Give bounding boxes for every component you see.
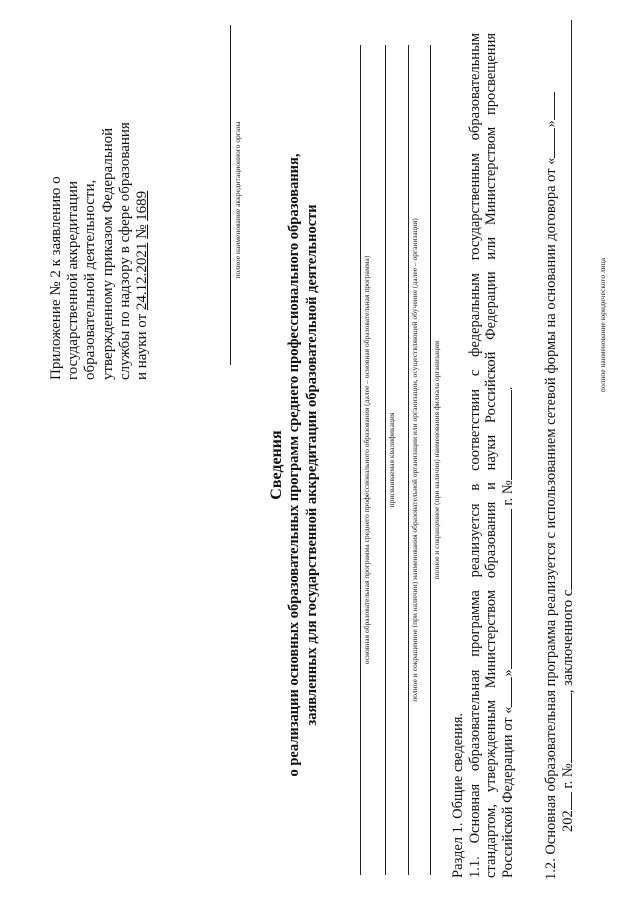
paragraph-1-1-line-2: стандартом, утвержденным Министерством образования и науки Российской Федерации или Министерством просвещения: [483, 33, 499, 878]
standard-period: .: [499, 386, 516, 391]
paragraph-1-1-line-1: 1.1. Основная образовательная программа реализуется в соответствии с федеральным государственным образовательным: [466, 33, 483, 878]
authority-blank-line: [230, 25, 231, 365]
appendix-line: образовательной деятельности,: [82, 179, 99, 380]
appendix-line: службы по надзору в сфере образования: [116, 122, 133, 380]
contract-month-blank: [554, 92, 555, 120]
qualification-blank-line: [385, 45, 386, 875]
paragraph-1-2-line-1: [543, 30, 560, 880]
contract-party-blank: [571, 20, 572, 590]
program-caption: основная образовательная программа среднего профессионального образования (далее – основная образовательная программа): [362, 255, 371, 665]
section-1-heading: Раздел 1. Общие сведения.: [450, 712, 466, 878]
appendix-date: 24.12.2021: [134, 242, 151, 311]
organization-blank-line: [408, 45, 409, 875]
section-1: [450, 33, 516, 878]
appendix-date-prefix: и науки от: [134, 313, 151, 380]
document-title: [268, 50, 321, 880]
standard-date-prefix: Российской Федерации от «: [499, 706, 516, 878]
contract-day-close-quote: »: [543, 120, 559, 128]
standard-day-blank: [511, 677, 512, 707]
contract-number-blank: [571, 693, 572, 763]
contract-year-blank: [571, 792, 572, 810]
appendix-line: государственной аккредитации: [65, 181, 82, 380]
standard-number-prefix: г. №: [499, 480, 516, 506]
legal-entity-caption: полное наименование юридического лица: [598, 257, 607, 393]
contract-year-prefix: 202: [559, 810, 576, 832]
appendix-number-sign: №: [134, 224, 151, 239]
contract-day-blank: [554, 128, 555, 158]
authority-caption: полное наименование аккредитационного органа: [233, 121, 242, 279]
paragraph-1-2-line-2: [560, 30, 577, 880]
paragraph-1-2: [543, 30, 576, 880]
standard-day-close-quote: »: [499, 669, 516, 677]
branch-blank-line: [430, 45, 431, 875]
appendix-line: утвержденному приказом Федеральной: [99, 127, 116, 380]
contract-number-prefix: г. №: [559, 763, 576, 789]
branch-caption: полное и сокращенное (при наличии) наименования филиала организации: [432, 340, 441, 580]
qualification-caption: присваиваемая квалификация: [387, 412, 396, 508]
title-main: Сведения: [268, 430, 285, 500]
standard-month-blank: [511, 509, 512, 669]
contract-party-prefix: , заключенного с: [559, 589, 576, 694]
appendix-line: Приложение № 2 к заявлению о: [48, 176, 64, 380]
appendix-date-line: [134, 20, 151, 380]
paragraph-1-1-line-3: [500, 33, 517, 878]
title-subtitle-2: заявленных для государственной аккредитации образовательной деятельности: [303, 204, 320, 726]
standard-number-blank: [511, 390, 512, 480]
appendix-number: 1689: [134, 190, 151, 221]
network-form-text: 1.2. Основная образовательная программа реализуется с использованием сетевой формы на основании договора от «: [543, 157, 559, 880]
program-blank-line: [360, 45, 361, 875]
organization-caption: полное и сокращенное (при наличии) наименования образовательной организации или организации, осуществляющей обучение (далее – организация): [410, 218, 419, 702]
appendix-header: [48, 20, 151, 380]
title-subtitle-1: о реализации основных образовательных программ среднего профессионального образования,: [286, 153, 302, 777]
